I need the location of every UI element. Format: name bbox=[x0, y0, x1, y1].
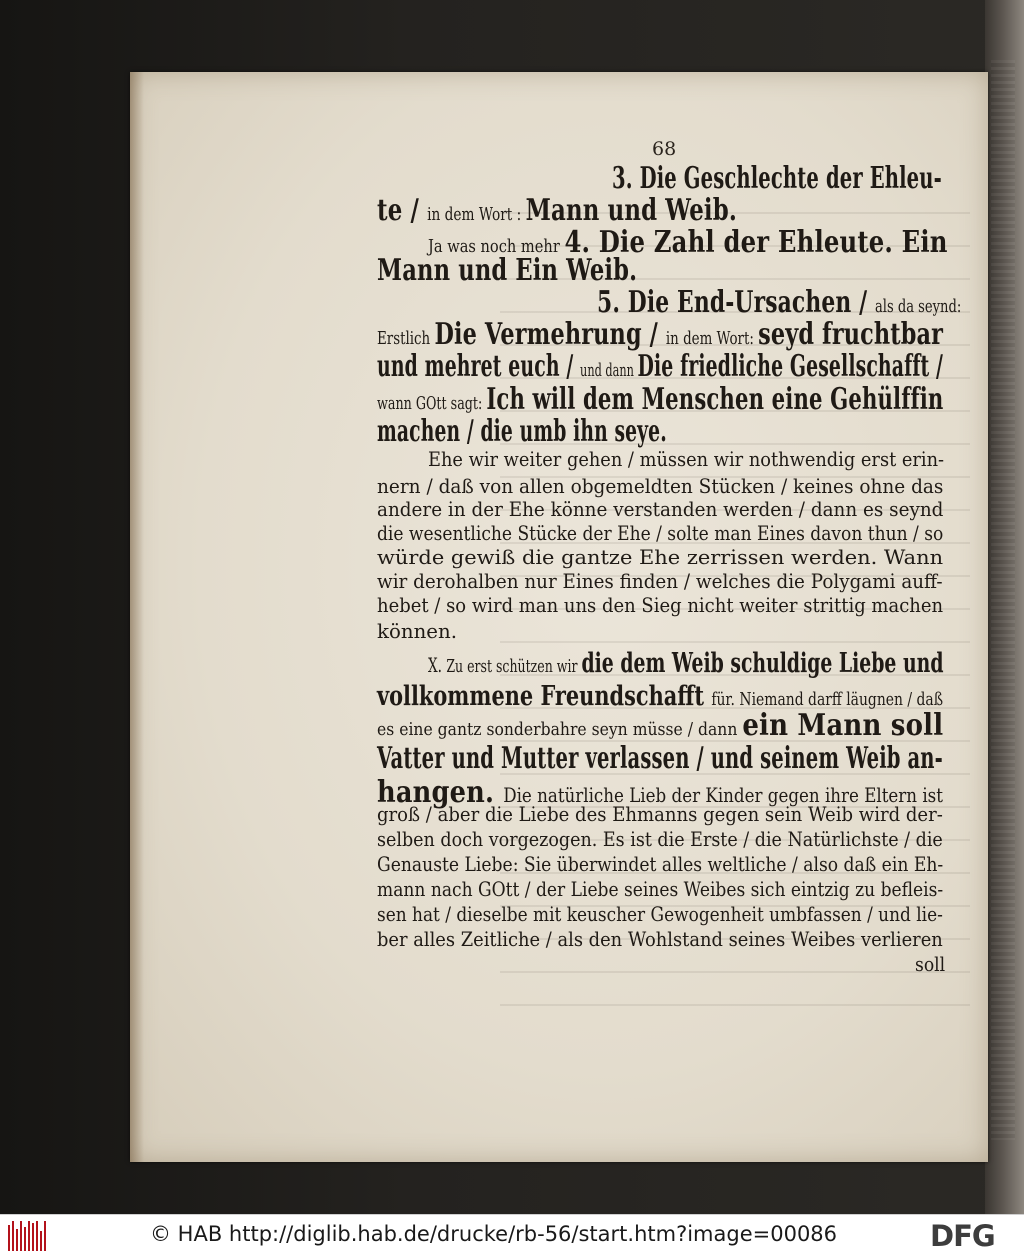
dfg-logo: DFG bbox=[930, 1219, 995, 1253]
text-segment: für. Niemand darff läugnen / daß bbox=[711, 689, 944, 710]
text-line bbox=[377, 596, 943, 616]
text-segment: andere in der Ehe könne verstanden werden / dann es seynd bbox=[377, 498, 944, 521]
text-segment: 5. Die End-Ursachen / bbox=[597, 285, 875, 320]
text-segment: die wesentliche Stücke der Ehe / solte man Eines davon thun / so bbox=[377, 522, 944, 545]
text-segment: vollkommene Freundschafft bbox=[377, 681, 712, 712]
text-segment: Erstlich bbox=[377, 328, 435, 349]
text-segment: Ehe wir weiter gehen / müssen wir nothwendig erst erin- bbox=[428, 448, 945, 471]
text-line bbox=[377, 193, 737, 228]
text-segment: können. bbox=[377, 620, 458, 643]
text-segment: Polygami bbox=[810, 570, 896, 593]
text-line bbox=[915, 955, 945, 975]
text-segment: würde gewiß die gantze Ehe zerrissen werden. Wann bbox=[377, 546, 944, 569]
text-line bbox=[377, 477, 943, 497]
viewer-footer bbox=[0, 1214, 1024, 1255]
text-line bbox=[377, 805, 943, 825]
text-line bbox=[428, 450, 944, 470]
text-segment: Die Vermehrung / bbox=[434, 317, 666, 352]
text-segment: als da seynd: bbox=[874, 296, 962, 317]
text-segment: machen / die umb ihn seye. bbox=[377, 414, 667, 449]
text-line bbox=[377, 741, 943, 776]
text-segment: Die friedliche Gesellschafft / bbox=[637, 349, 944, 384]
text-segment: soll bbox=[915, 953, 946, 976]
page-number: 68 bbox=[652, 138, 677, 160]
text-line bbox=[377, 524, 943, 544]
text-segment: Ich will dem Menschen eine Gehülffin bbox=[486, 382, 944, 417]
text-line bbox=[377, 317, 944, 352]
text-line bbox=[377, 930, 943, 950]
text-line bbox=[377, 414, 667, 449]
text-line bbox=[597, 285, 962, 320]
text-segment: auff- bbox=[895, 570, 943, 593]
text-segment: in dem Wort : bbox=[427, 204, 526, 225]
text-segment: seyd fruchtbar bbox=[758, 317, 944, 352]
text-line bbox=[377, 572, 943, 592]
text-segment: ber alles Zeitliche / als den Wohlstand seines Weibes verlieren bbox=[377, 928, 943, 951]
text-segment: es eine gantz sonderbahre seyn müsse / dann bbox=[377, 719, 743, 740]
text-segment: wir derohalben nur Eines finden / welches die bbox=[377, 570, 811, 593]
text-segment: die dem Weib schuldige Liebe und bbox=[581, 648, 944, 679]
text-segment: Genauste Liebe: Sie überwindet alles weltliche / also daß ein Eh- bbox=[377, 853, 944, 876]
text-segment: Mann und Weib. bbox=[525, 193, 737, 228]
next-page-edge bbox=[985, 0, 1024, 1214]
text-line bbox=[612, 161, 942, 196]
text-line bbox=[377, 253, 638, 288]
text-line bbox=[377, 683, 943, 710]
text-line bbox=[377, 382, 944, 417]
text-segment: te / bbox=[377, 193, 428, 228]
text-line bbox=[377, 830, 943, 850]
text-line bbox=[377, 622, 457, 642]
text-line bbox=[377, 855, 943, 875]
text-line bbox=[377, 708, 944, 743]
text-segment: und dann bbox=[580, 360, 638, 381]
text-segment: Die natürliche Lieb der Kinder gegen ihre Eltern ist bbox=[503, 784, 943, 807]
text-segment: in dem Wort: bbox=[665, 328, 759, 349]
text-segment: X. bbox=[428, 654, 447, 677]
text-segment: mann nach GOtt / der Liebe seines Weibes sich eintzig zu befleis- bbox=[377, 878, 944, 901]
text-segment: Zu erst schützen wir bbox=[446, 656, 582, 677]
text-segment: hangen. bbox=[377, 775, 504, 810]
text-line bbox=[428, 650, 943, 677]
text-segment: Mann und Ein Weib. bbox=[377, 253, 638, 288]
text-segment: sen hat / dieselbe mit keuscher Gewogenheit umbfassen / und lie- bbox=[377, 903, 943, 926]
barcode-icon bbox=[8, 1219, 46, 1251]
text-segment: 4. Die Zahl der Ehleute. Ein bbox=[564, 225, 948, 260]
text-line bbox=[377, 500, 943, 520]
text-line bbox=[377, 880, 943, 900]
text-segment: und mehret euch / bbox=[377, 349, 581, 384]
text-segment: hebet / so wird man uns den Sieg nicht weiter strittig machen bbox=[377, 594, 944, 617]
text-segment: ein Mann soll bbox=[742, 708, 944, 743]
text-segment: 3. Die Geschlechte der Ehleu- bbox=[612, 161, 942, 196]
text-segment: Vatter und Mutter verlassen / und seinem Weib an- bbox=[377, 741, 943, 776]
copyright-link[interactable]: © HAB http://diglib.hab.de/drucke/rb-56/start.htm?image=00086 bbox=[150, 1222, 838, 1246]
text-line bbox=[377, 349, 944, 384]
text-segment: nern / daß von allen obgemeldten Stücken / keines ohne das bbox=[377, 475, 944, 498]
text-line bbox=[377, 548, 943, 568]
text-segment: selben doch vorgezogen. Es ist die Erste / die Natürlichste / die bbox=[377, 828, 943, 851]
text-line bbox=[377, 905, 943, 925]
text-segment: Ja was noch mehr bbox=[428, 236, 565, 257]
text-segment: groß / aber die Liebe des Ehmanns gegen sein Weib wird der- bbox=[377, 803, 943, 826]
text-segment: wann GOtt sagt: bbox=[377, 393, 487, 414]
